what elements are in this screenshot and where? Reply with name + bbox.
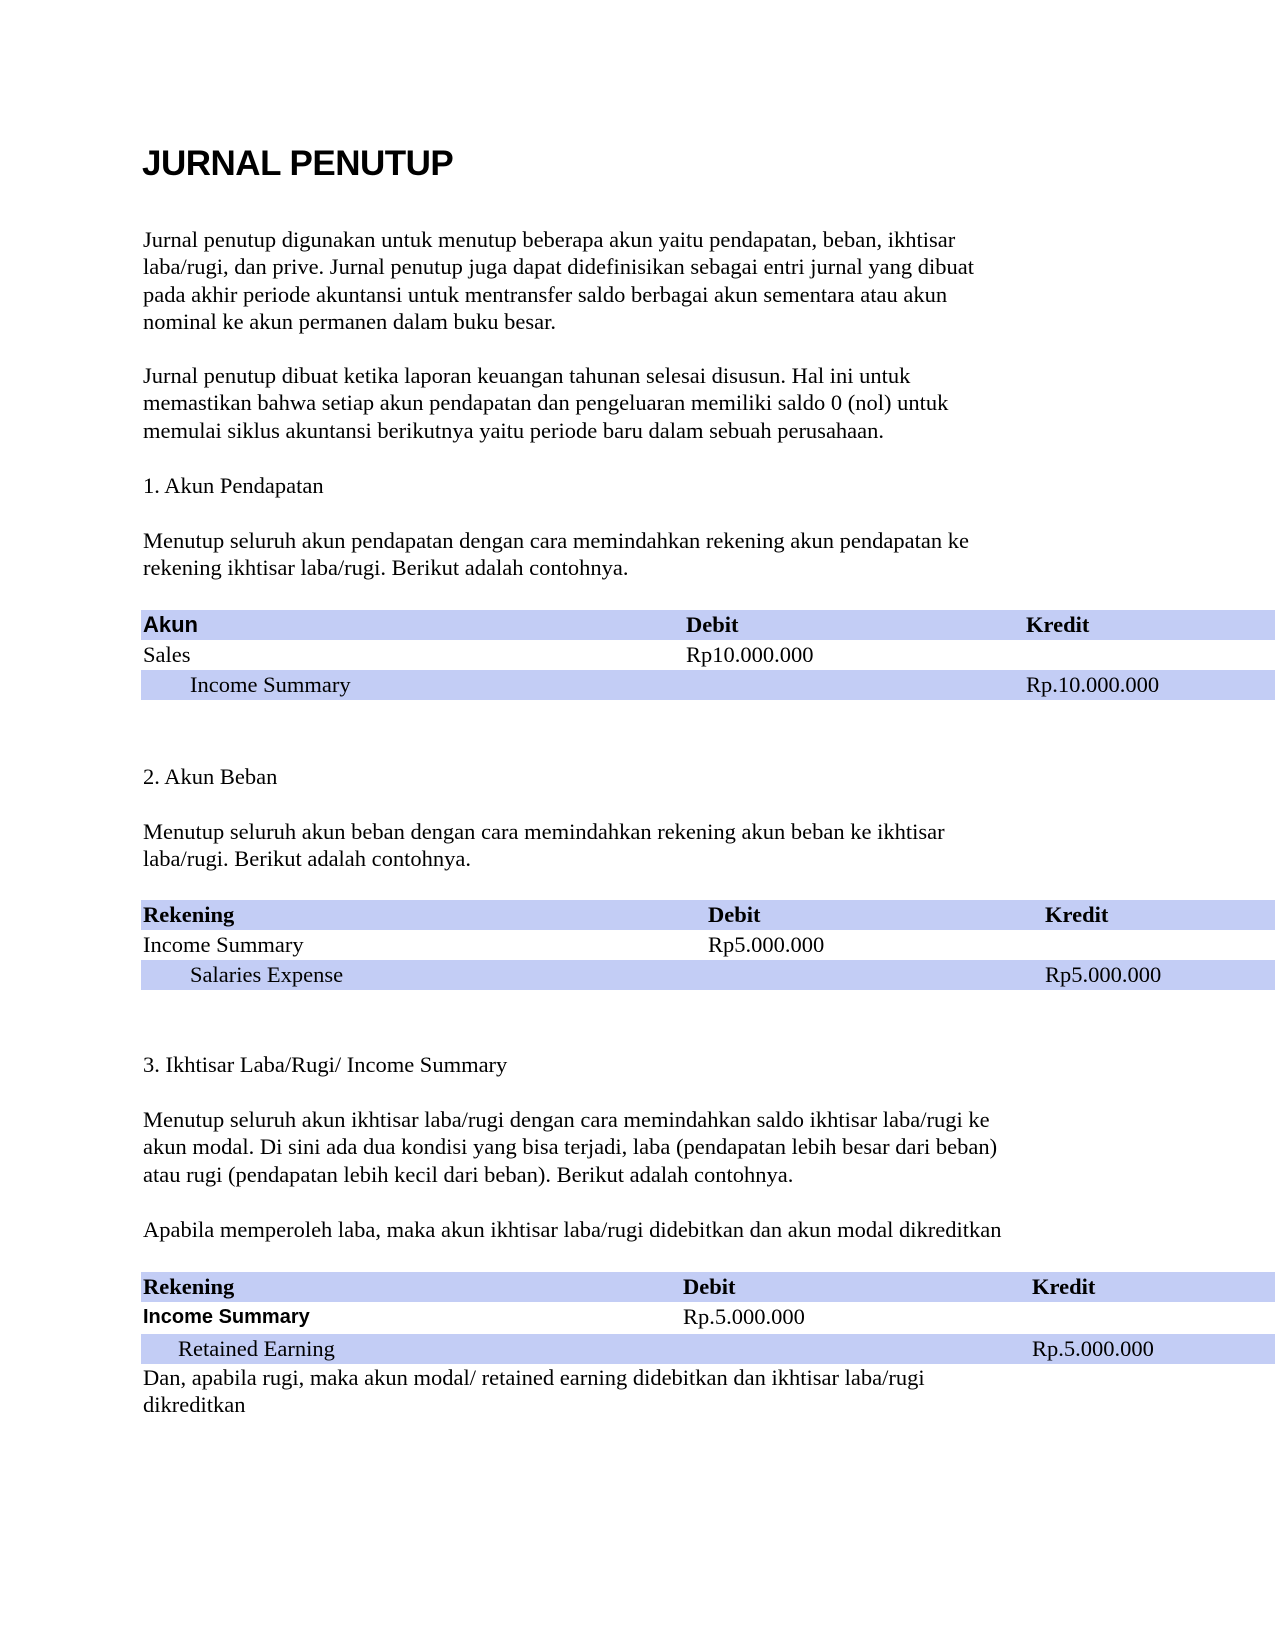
table-row: [141, 640, 1275, 670]
debit-cell: Rp10.000.000: [686, 642, 814, 667]
revenue-closing-table: [141, 610, 1275, 700]
section-2-description: Menutup seluruh akun beban dengan cara memindahkan rekening akun beban ke ikhtisar laba/rugi. Berikut adalah contohnya.: [143, 819, 945, 872]
column-header-debit: Debit: [708, 902, 761, 927]
account-cell: Income Summary: [143, 932, 304, 957]
income-summary-closing-table: [141, 1272, 1275, 1364]
loss-note: Dan, apabila rugi, maka akun modal/ retained earning didebitkan dan ikhtisar laba/rugi dikreditkan: [143, 1365, 925, 1418]
column-header-debit: Debit: [686, 612, 739, 637]
debit-cell: Rp.5.000.000: [683, 1304, 805, 1329]
column-header-credit: Kredit: [1032, 1274, 1096, 1299]
credit-cell: Rp5.000.000: [1045, 962, 1162, 987]
table-row: [141, 1334, 1275, 1364]
section-3-description: Menutup seluruh akun ikhtisar laba/rugi dengan cara memindahkan saldo ikhtisar laba/rugi ke akun modal. Di sini ada dua kondisi yang bisa terjadi, laba (pendapatan lebih besar dari beban) atau rugi (pendapatan lebih kecil dari beban). Berikut adalah contohnya.: [143, 1107, 998, 1187]
column-header-debit: Debit: [683, 1274, 736, 1299]
column-header-account: Rekening: [143, 902, 235, 927]
column-header-account: Rekening: [143, 1274, 235, 1299]
column-header-credit: Kredit: [1026, 612, 1090, 637]
credit-cell: Rp.5.000.000: [1032, 1336, 1154, 1361]
page-title: JURNAL PENUTUP: [142, 144, 454, 183]
table-header-row: [141, 610, 1275, 640]
section-2-heading: 2. Akun Beban: [143, 764, 278, 789]
credit-cell: Rp.10.000.000: [1026, 672, 1160, 697]
account-cell: Income Summary: [143, 1306, 310, 1328]
intro-paragraph-2: Jurnal penutup dibuat ketika laporan keuangan tahunan selesai disusun. Hal ini untuk memastikan bahwa setiap akun pendapatan dan pengeluaran memiliki saldo 0 (nol) untuk memulai siklus akuntansi berikutnya yaitu periode baru dalam sebuah perusahaan.: [143, 363, 949, 443]
table-row: [141, 1302, 1275, 1334]
debit-cell: Rp5.000.000: [708, 932, 825, 957]
account-cell: Sales: [143, 642, 191, 667]
account-cell: Retained Earning: [178, 1336, 335, 1361]
column-header-account: Akun: [143, 612, 198, 637]
table-row: [141, 930, 1275, 960]
table-header-row: [141, 900, 1275, 930]
column-header-credit: Kredit: [1045, 902, 1109, 927]
table-header-row: [141, 1272, 1275, 1302]
account-cell: Salaries Expense: [190, 962, 344, 987]
profit-note: Apabila memperoleh laba, maka akun ikhtisar laba/rugi didebitkan dan akun modal dikreditkan: [143, 1217, 1002, 1242]
section-3-heading: 3. Ikhtisar Laba/Rugi/ Income Summary: [143, 1052, 508, 1077]
table-row: [141, 670, 1275, 700]
account-cell: Income Summary: [190, 672, 351, 697]
section-1-description: Menutup seluruh akun pendapatan dengan cara memindahkan rekening akun pendapatan ke rekening ikhtisar laba/rugi. Berikut adalah contohnya.: [143, 528, 969, 581]
intro-paragraph-1: Jurnal penutup digunakan untuk menutup beberapa akun yaitu pendapatan, beban, ikhtisar laba/rugi, dan prive. Jurnal penutup juga dapat didefinisikan sebagai entri jurnal yang dibuat pada akhir periode akuntansi untuk mentransfer saldo berbagai akun sementara atau akun nominal ke akun permanen dalam buku besar.: [143, 227, 975, 334]
section-1-heading: 1. Akun Pendapatan: [143, 473, 324, 498]
expense-closing-table: [141, 900, 1275, 990]
table-row: [141, 960, 1275, 990]
